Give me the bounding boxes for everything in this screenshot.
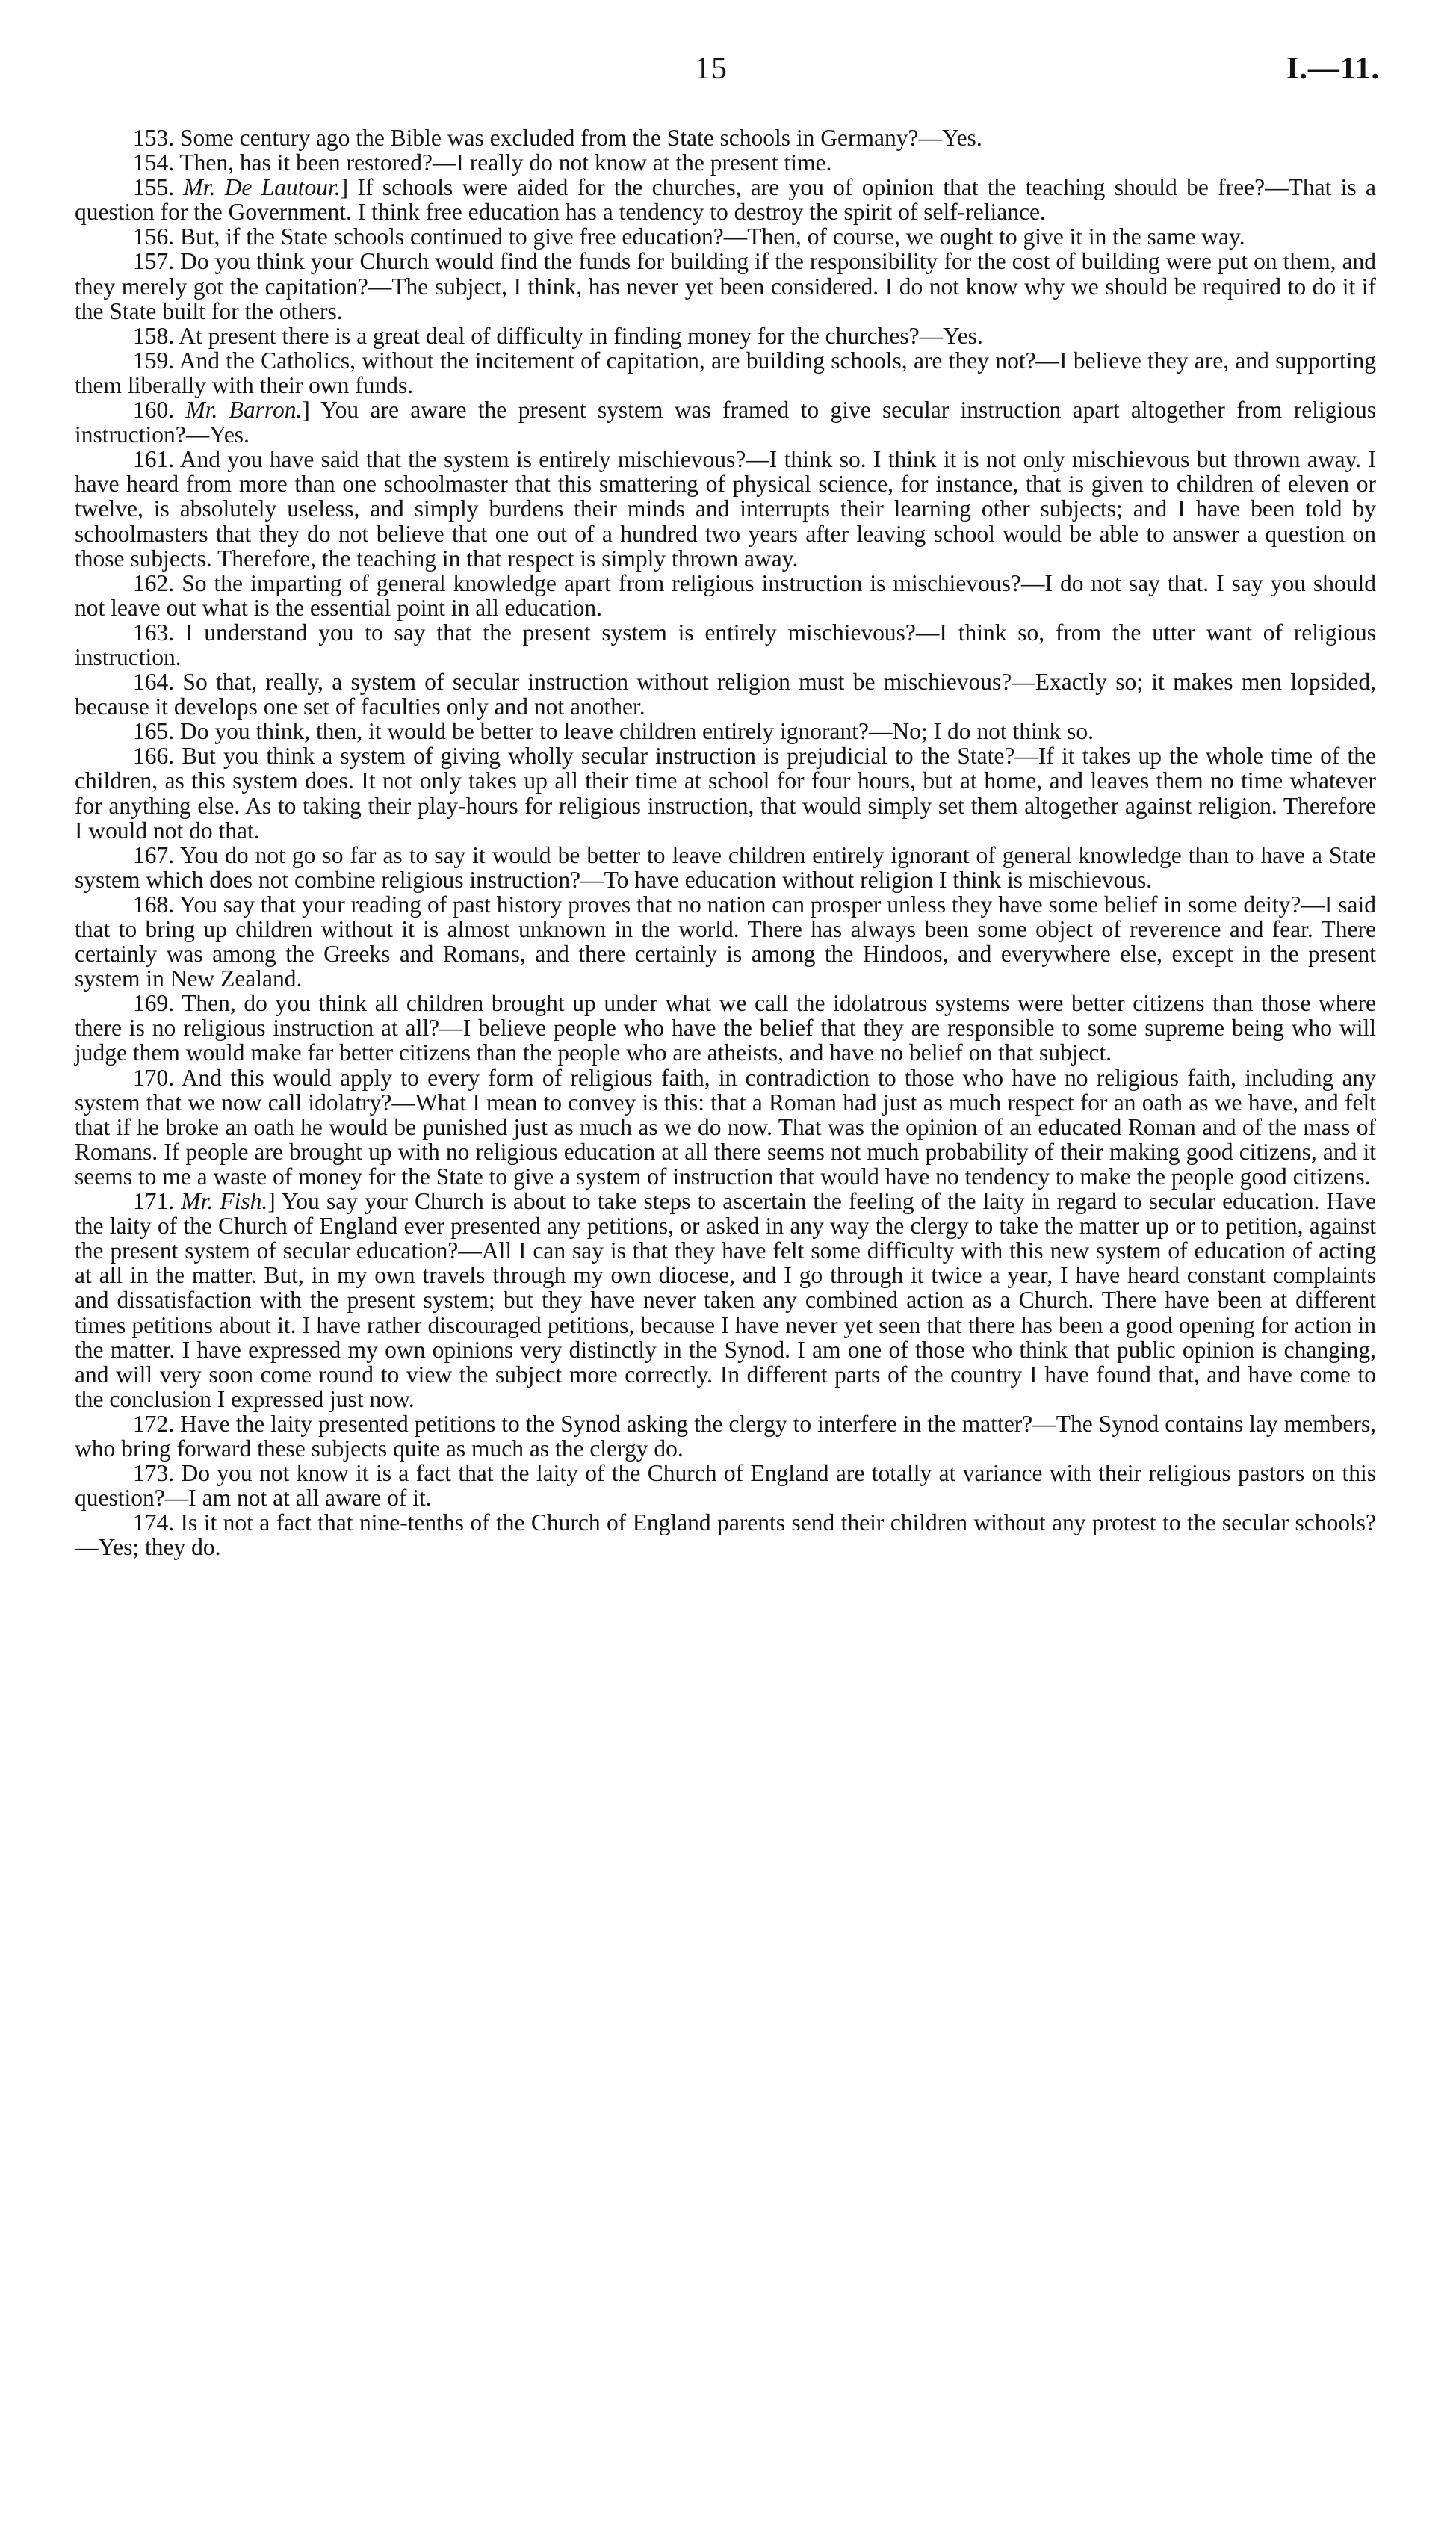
question-answer-text: ] You are aware the present system was framed to give secular instruction apart altogether from religious instruction?—Yes. <box>75 397 1376 448</box>
question-answer-text: ] You say your Church is about to take steps to ascertain the feeling of the laity in regard to secular education. Have the laity of the Church of England ever presented any petitions, or asked in any way the clergy to take the matter up or to petition, against the present system of secular education?—All I can say is that they have felt some difficulty with this new system of education of acting at all in the matter. But, in my own travels through my own diocese, and I go through it twice a year, I have heard constant complaints and dissatisfaction with the present system; but they have never taken any combined action as a Church. There have been at different times petitions about it. I have rather discouraged petitions, because I have never yet seen that there has been a good opening for action in the matter. I have expressed my own opinions very distinctly in the Synod. I am one of those who think that public opinion is changing, and will very soon come round to view the subject more correctly. In different parts of the country I have found that, and have come to the conclusion I expressed just now. <box>75 1188 1377 1412</box>
qa-paragraph <box>75 126 1376 150</box>
question-number: 169. <box>133 990 175 1017</box>
question-answer-text: Do you think your Church would find the funds for building if the responsibility for the cost of building were put on them, and they merely got the capitation?—The subject, I think, has never yet been considered. I do not know why we should be required to do it if the State built for the others. <box>75 248 1376 324</box>
qa-paragraph <box>75 669 1376 719</box>
question-number: 159. <box>133 347 175 374</box>
question-answer-text: ] If schools were aided for the churches, are you of opinion that the teaching should be free?—That is a question for the Government. I think free education has a tendency to destroy the spirit of self-reliance. <box>75 174 1376 226</box>
qa-paragraph <box>75 991 1376 1065</box>
qa-paragraph <box>75 743 1376 842</box>
question-answer-text: But, if the State schools continued to give free education?—Then, of course, we ought to give it in the same way. <box>180 223 1245 250</box>
question-number: 162. <box>133 569 175 596</box>
qa-paragraph <box>75 150 1376 175</box>
question-answer-text: At present there is a great deal of difficulty in finding money for the churches?—Yes. <box>179 322 983 349</box>
question-number: 156. <box>133 223 175 250</box>
question-number: 173. <box>133 1460 175 1487</box>
qa-paragraph <box>75 1066 1376 1189</box>
question-answer-text: You say that your reading of past history proves that no nation can prosper unless they have some belief in some deity?—I said that to bring up children without it is almost unknown in the world. There has always been some object of reverence and fear. There certainly was among the Greeks and Romans, and there certainly is among the Hindoos, and everywhere else, except in the present system in New Zealand. <box>75 891 1376 992</box>
qa-paragraph <box>75 1411 1376 1461</box>
qa-paragraph <box>75 224 1376 249</box>
question-number: 161. <box>133 446 175 473</box>
qa-paragraph <box>75 348 1376 398</box>
question-answer-text: Have the laity presented petitions to the Synod asking the clergy to interfere in the matter?—The Synod contains lay members, who bring forward these subjects quite as much as the clergy do. <box>75 1410 1376 1462</box>
question-answer-text: And this would apply to every form of religious faith, in contradiction to those who have no religious faith, including any system that we now call idolatry?—What I mean to convey is this: that a Roman had just as much respect for an oath as we have, and felt that if he broke an oath he would be punished just as much as we do now. That was the opinion of an educated Roman and of the mass of Romans. If people are brought up with no religious education at all there seems not much probability of their making good citizens, and it seems to me a waste of money for the State to give a system of instruction that would have no tendency to make the people good citizens. <box>75 1064 1376 1190</box>
qa-paragraph <box>75 1189 1376 1411</box>
evidence-text <box>75 126 1376 1559</box>
qa-paragraph <box>75 398 1376 447</box>
question-number: 163. <box>133 619 175 646</box>
question-number: 172. <box>133 1410 175 1437</box>
question-answer-text: Do you not know it is a fact that the laity of the Church of England are totally at variance with their religious pastors on this question?—I am not at all aware of it. <box>75 1460 1377 1512</box>
page-number: 15 <box>695 52 728 86</box>
question-number: 154. <box>133 149 175 176</box>
qa-paragraph <box>75 175 1376 224</box>
qa-paragraph <box>75 1461 1376 1510</box>
qa-paragraph <box>75 1510 1376 1559</box>
question-number: 157. <box>133 248 175 275</box>
question-answer-text: I understand you to say that the present system is entirely mischievous?—I think so, from the utter want of religious instruction. <box>75 619 1376 670</box>
qa-paragraph <box>75 447 1376 570</box>
qa-paragraph <box>75 892 1376 991</box>
question-answer-text: So the imparting of general knowledge apart from religious instruction is mischievous?—I do not say that. I say you should not leave out what is the essential point in all education. <box>75 569 1376 621</box>
page-header <box>0 51 1456 96</box>
question-answer-text: Then, has it been restored?—I really do not know at the present time. <box>179 149 832 176</box>
question-number: 155. <box>133 174 175 201</box>
qa-paragraph <box>75 571 1376 620</box>
question-answer-text: Some century ago the Bible was excluded from the State schools in Germany?—Yes. <box>180 125 982 151</box>
question-answer-text: But you think a system of giving wholly secular instruction is prejudicial to the State?—If it takes up the whole time of the children, as this system does. It not only takes up all their time at school for four hours, but at home, and leaves them no time whatever for anything else. As to taking their play-hours for religious instruction, that would simply set them altogether against religion. Therefore I would not do that. <box>75 743 1377 844</box>
question-answer-text: And you have said that the system is entirely mischievous?—I think so. I think it is not only mischievous but thrown away. I have heard from more than one schoolmaster that this smattering of physical science, for instance, that is given to children of eleven or twelve, is absolutely useless, and simply burdens their minds and interrupts their learning other subjects; and I have been told by schoolmasters that they do not believe that one out of a hundred two years after leaving school would be able to answer a question on those subjects. Therefore, the teaching in that respect is simply thrown away. <box>75 446 1376 572</box>
question-number: 166. <box>133 743 175 770</box>
question-number: 165. <box>133 718 175 745</box>
qa-paragraph <box>75 719 1376 743</box>
question-number: 168. <box>133 891 175 918</box>
question-number: 164. <box>133 669 175 696</box>
speaker-name: Mr. De Lautour. <box>183 174 341 201</box>
qa-paragraph <box>75 620 1376 669</box>
paper-reference: I.—11. <box>1286 52 1380 86</box>
question-number: 160. <box>133 397 175 424</box>
question-answer-text: Is it not a fact that nine-tenths of the Church of England parents send their children without any protest to the secular schools?—Yes; they do. <box>75 1509 1376 1561</box>
speaker-name: Mr. Fish. <box>181 1188 268 1215</box>
question-number: 153. <box>133 125 175 151</box>
qa-paragraph <box>75 324 1376 348</box>
question-number: 158. <box>133 322 175 349</box>
question-answer-text: You do not go so far as to say it would be better to leave children entirely ignorant of general knowledge than to have a State system which does not combine religious instruction?—To have education without religion I think is mischievous. <box>75 841 1376 893</box>
question-number: 167. <box>133 841 175 868</box>
speaker-name: Mr. Barron. <box>185 397 303 424</box>
qa-paragraph <box>75 843 1376 892</box>
question-answer-text: Do you think, then, it would be better to leave children entirely ignorant?—No; I do not think so. <box>180 718 1094 745</box>
question-answer-text: And the Catholics, without the incitement of capitation, are building schools, are they not?—I believe they are, and supporting them liberally with their own funds. <box>75 347 1376 398</box>
question-number: 174. <box>133 1509 175 1536</box>
question-number: 170. <box>133 1064 175 1091</box>
qa-paragraph <box>75 249 1376 323</box>
question-number: 171. <box>133 1188 175 1215</box>
question-answer-text: So that, really, a system of secular instruction without religion must be mischievous?—Exactly so; it makes men lopsided, because it develops one set of faculties only and not another. <box>75 669 1376 720</box>
question-answer-text: Then, do you think all children brought up under what we call the idolatrous systems were better citizens than those where there is no religious instruction at all?—I believe people who have the belief that they are responsible to some supreme being who will judge them would make far better citizens than the people who are atheists, and have no belief on that subject. <box>75 990 1376 1066</box>
